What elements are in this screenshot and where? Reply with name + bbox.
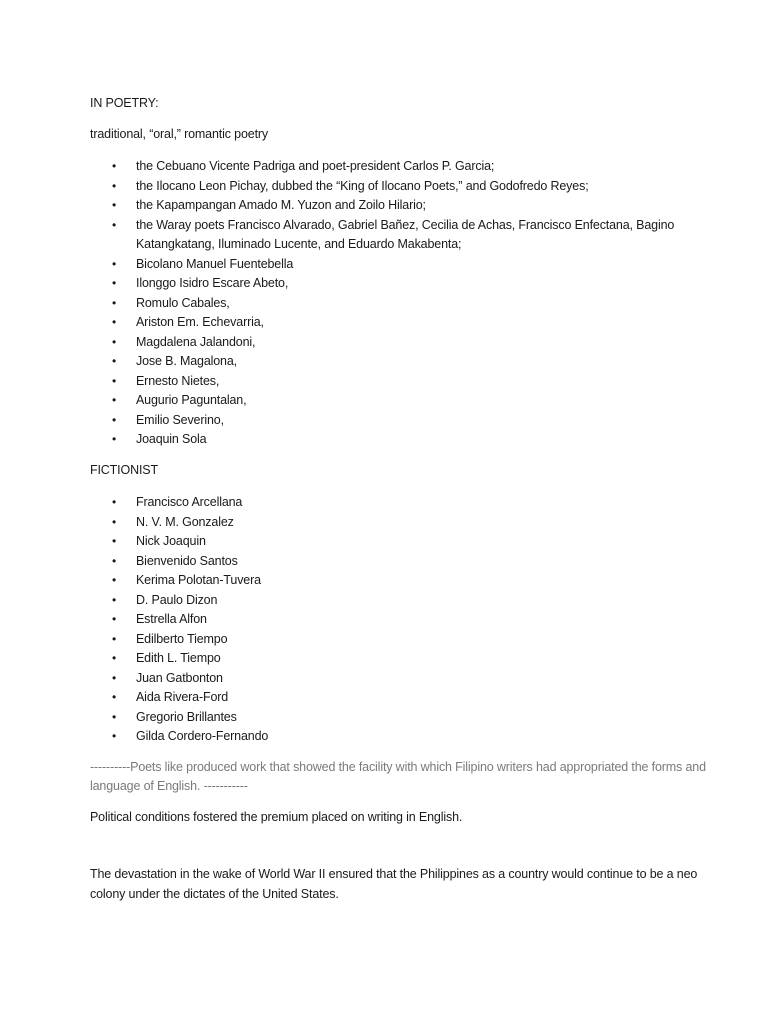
list-item: • Emilio Severino, xyxy=(90,411,710,431)
poetry-heading: IN POETRY: xyxy=(90,96,159,110)
list-item: • D. Paulo Dizon xyxy=(90,591,710,611)
list-item: • Bicolano Manuel Fuentebella xyxy=(90,255,710,275)
list-item: • Magdalena Jalandoni, xyxy=(90,333,710,353)
list-item: • Gregorio Brillantes xyxy=(90,708,710,728)
document-page xyxy=(90,94,710,904)
list-item: • Edilberto Tiempo xyxy=(90,630,710,650)
list-item: • Ariston Em. Echevarria, xyxy=(90,313,710,333)
list-item: • Kerima Polotan-Tuvera xyxy=(90,571,710,591)
list-item: • the Kapampangan Amado M. Yuzon and Zoilo Hilario; xyxy=(90,196,710,216)
list-item: • Juan Gatbonton xyxy=(90,669,710,689)
list-item: • the Ilocano Leon Pichay, dubbed the “King of Ilocano Poets,” and Godofredo Reyes; xyxy=(90,177,710,197)
list-item: • Romulo Cabales, xyxy=(90,294,710,314)
list-item: • Gilda Cordero-Fernando xyxy=(90,727,710,747)
list-item: • Bienvenido Santos xyxy=(90,552,710,572)
poetry-subheading: traditional, “oral,” romantic poetry xyxy=(90,126,269,141)
body-paragraph: Political conditions fostered the premium placed on writing in English. xyxy=(90,809,463,824)
fiction-heading: FICTIONIST xyxy=(90,462,158,477)
list-item: • Estrella Alfon xyxy=(90,610,710,630)
list-item: • the Cebuano Vicente Padriga and poet-president Carlos P. Garcia; xyxy=(90,157,710,177)
fictionists-list xyxy=(90,493,710,747)
poets-list xyxy=(90,157,710,450)
list-item: • the Waray poets Francisco Alvarado, Gabriel Bañez, Cecilia de Achas, Francisco Enfectana, Bagino Katangkatang, Iluminado Lucente, and Eduardo Makabenta; xyxy=(90,216,710,255)
list-item: • Francisco Arcellana xyxy=(90,493,710,513)
list-item: • Ernesto Nietes, xyxy=(90,372,710,392)
list-item: • Augurio Paguntalan, xyxy=(90,391,710,411)
list-item: • Edith L. Tiempo xyxy=(90,649,710,669)
note-paragraph: ----------Poets like produced work that showed the facility with which Filipino writers had appropriated the forms and language of English. ----------- xyxy=(90,759,706,793)
list-item: • Nick Joaquin xyxy=(90,532,710,552)
list-item: • Aida Rivera-Ford xyxy=(90,688,710,708)
list-item: • Joaquin Sola xyxy=(90,430,710,450)
list-item: • Jose B. Magalona, xyxy=(90,352,710,372)
body-paragraph: The devastation in the wake of World War II ensured that the Philippines as a country would continue to be a neo colony under the dictates of the United States. xyxy=(90,867,698,901)
list-item: • N. V. M. Gonzalez xyxy=(90,513,710,533)
list-item: • Ilonggo Isidro Escare Abeto, xyxy=(90,274,710,294)
